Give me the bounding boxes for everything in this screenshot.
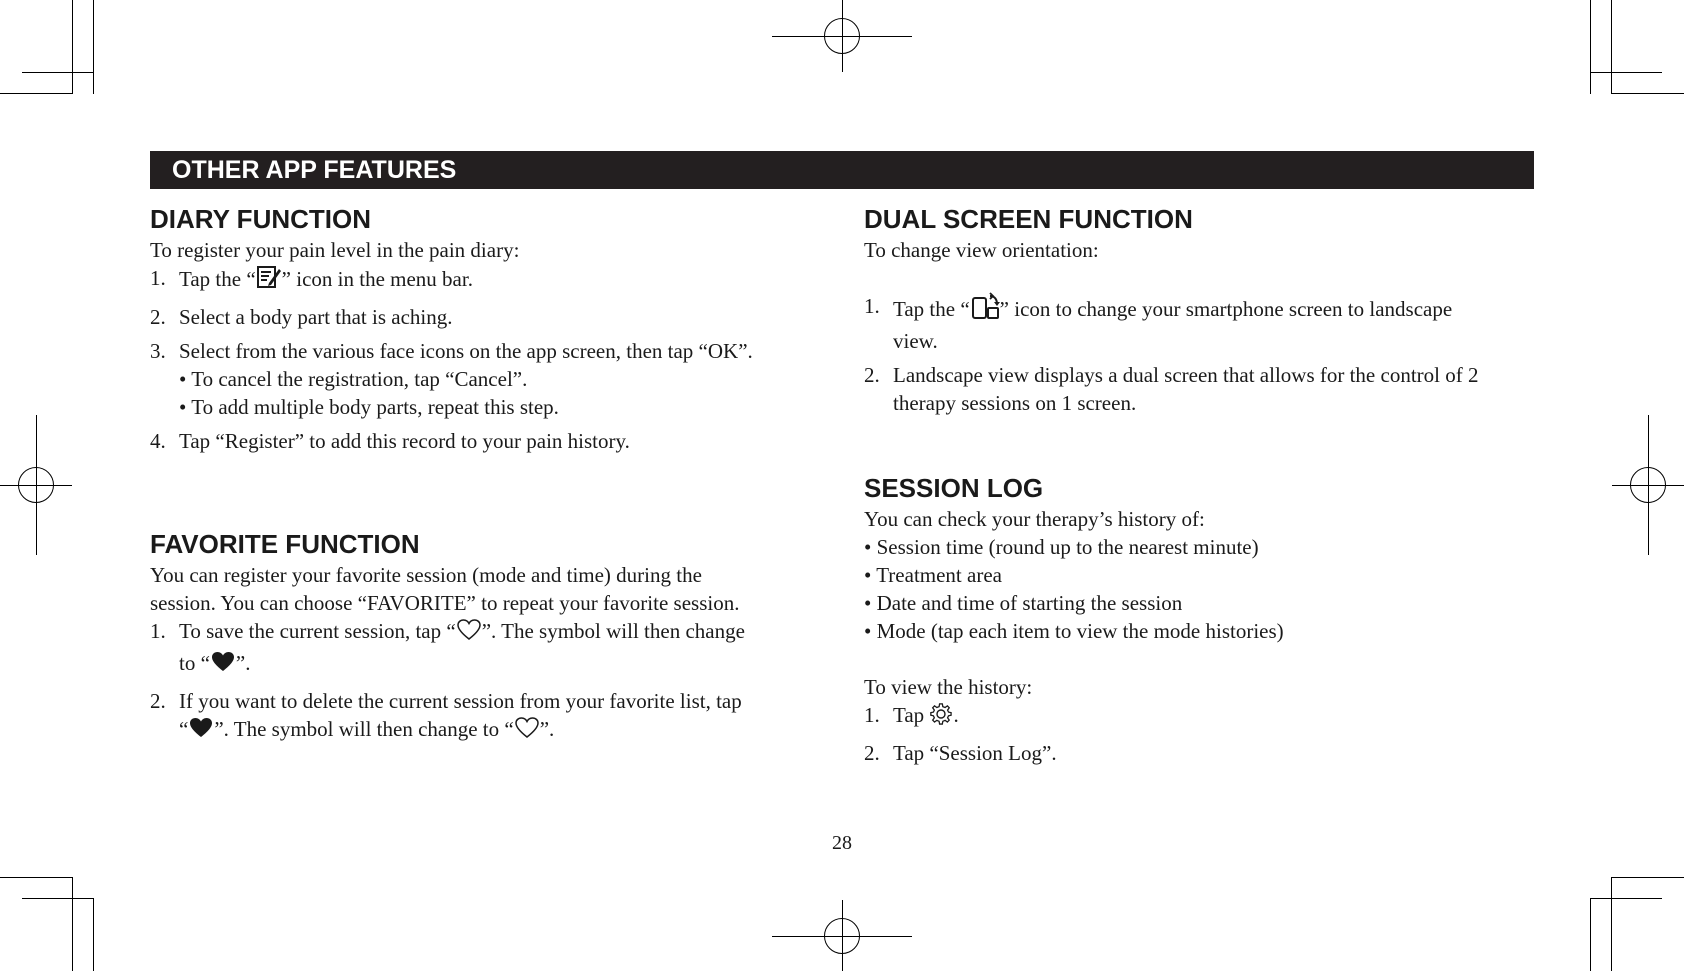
step-text: ”. [539, 717, 555, 741]
step-text: Select from the various face icons on the app screen, then tap “OK”. [179, 339, 753, 363]
dual-screen-heading: DUAL SCREEN FUNCTION [864, 204, 1193, 234]
session-bullet: • Mode (tap each item to view the mode histories) [864, 619, 1284, 643]
session-log-section [864, 471, 1544, 767]
favorite-step-2 [150, 687, 810, 747]
favorite-step-1 [150, 617, 810, 681]
step-text: ”. [235, 651, 251, 675]
step-text: ” icon to change your smartphone screen to landscape [999, 297, 1453, 321]
rotate-screen-icon [970, 292, 1000, 327]
session-step-1 [864, 701, 1544, 733]
right-column [864, 202, 1544, 767]
step-text: Tap “Register” to add this record to your pain history. [179, 429, 630, 453]
dual-screen-intro: To change view orientation: [864, 238, 1099, 262]
favorite-heading: FAVORITE FUNCTION [150, 529, 420, 559]
gear-icon [929, 702, 953, 733]
heart-outline-icon [514, 716, 540, 747]
dual-screen-section [864, 202, 1544, 417]
step-number: 1. [864, 294, 880, 318]
step-number: 1. [150, 619, 166, 643]
diary-step-3-sub-cancel: • To cancel the registration, tap “Cancel”. [179, 367, 528, 391]
diary-edit-icon [256, 264, 282, 297]
step-text: view. [893, 329, 938, 353]
heart-filled-icon [188, 716, 214, 747]
step-text: Tap [893, 703, 925, 727]
left-column [150, 202, 810, 747]
crop-mark [93, 0, 94, 94]
crop-mark [1611, 0, 1612, 94]
crop-mark [1590, 898, 1662, 899]
step-number: 2. [150, 305, 166, 329]
session-step-2 [864, 739, 1544, 767]
crop-mark [72, 877, 73, 971]
diary-step-1 [150, 264, 810, 297]
step-text: Tap “Session Log”. [893, 741, 1057, 765]
crop-mark [1611, 877, 1612, 971]
step-text: therapy sessions on 1 screen. [893, 391, 1137, 415]
step-number: 2. [150, 689, 166, 713]
view-history-intro: To view the history: [864, 675, 1033, 699]
crop-mark [1590, 72, 1662, 73]
favorite-intro-line-1: You can register your favorite session (mode and time) during the [150, 563, 702, 587]
crop-mark [0, 93, 72, 94]
session-bullet: • Session time (round up to the nearest minute) [864, 535, 1259, 559]
step-number: 4. [150, 429, 166, 453]
page-number: 28 [832, 832, 852, 854]
diary-function-section [150, 202, 810, 455]
favorite-intro-line-2: session. You can choose “FAVORITE” to repeat your favorite session. [150, 591, 740, 615]
diary-heading: DIARY FUNCTION [150, 204, 371, 234]
crop-mark [1590, 0, 1591, 94]
session-log-intro: You can check your therapy’s history of: [864, 507, 1205, 531]
step-text: “ [179, 717, 189, 741]
step-number: 3. [150, 339, 166, 363]
step-text: . [953, 703, 959, 727]
crop-mark [1611, 877, 1684, 878]
step-text: Landscape view displays a dual screen that allows for the control of 2 [893, 363, 1479, 387]
step-text: ”. The symbol will then change [481, 619, 745, 643]
step-text: ”. The symbol will then change to “ [214, 717, 514, 741]
step-text: If you want to delete the current session from your favorite list, tap [179, 689, 742, 713]
registration-mark [1648, 415, 1649, 555]
step-text: Tap the “ [179, 267, 256, 291]
crop-mark [72, 0, 73, 94]
dual-step-2 [864, 361, 1544, 417]
step-number: 1. [150, 266, 166, 290]
step-text: Tap the “ [893, 297, 970, 321]
crop-mark [1590, 898, 1591, 971]
step-number: 1. [864, 703, 880, 727]
step-text: ” icon in the menu bar. [281, 267, 473, 291]
step-text: To save the current session, tap “ [179, 619, 456, 643]
crop-mark [22, 898, 94, 899]
session-bullet: • Treatment area [864, 563, 1002, 587]
heart-outline-icon [456, 618, 482, 649]
heart-filled-icon [210, 650, 236, 681]
registration-mark [36, 415, 37, 555]
crop-mark [93, 898, 94, 971]
registration-mark [842, 0, 843, 72]
diary-step-3-sub-multiple: • To add multiple body parts, repeat this step. [179, 395, 559, 419]
session-bullet: • Date and time of starting the session [864, 591, 1183, 615]
step-number: 2. [864, 363, 880, 387]
crop-mark [0, 877, 72, 878]
session-log-heading: SESSION LOG [864, 473, 1044, 503]
diary-step-3 [150, 337, 810, 365]
diary-intro: To register your pain level in the pain diary: [150, 238, 520, 262]
registration-mark [842, 900, 843, 971]
step-text: Select a body part that is aching. [179, 305, 453, 329]
step-number: 2. [864, 741, 880, 765]
crop-mark [1611, 93, 1684, 94]
step-text: to “ [179, 651, 210, 675]
diary-step-4 [150, 427, 810, 455]
favorite-function-section [150, 527, 810, 747]
crop-mark [22, 72, 94, 73]
section-banner: OTHER APP FEATURES [150, 151, 1534, 189]
dual-step-1 [864, 292, 1544, 355]
diary-step-2 [150, 303, 810, 331]
